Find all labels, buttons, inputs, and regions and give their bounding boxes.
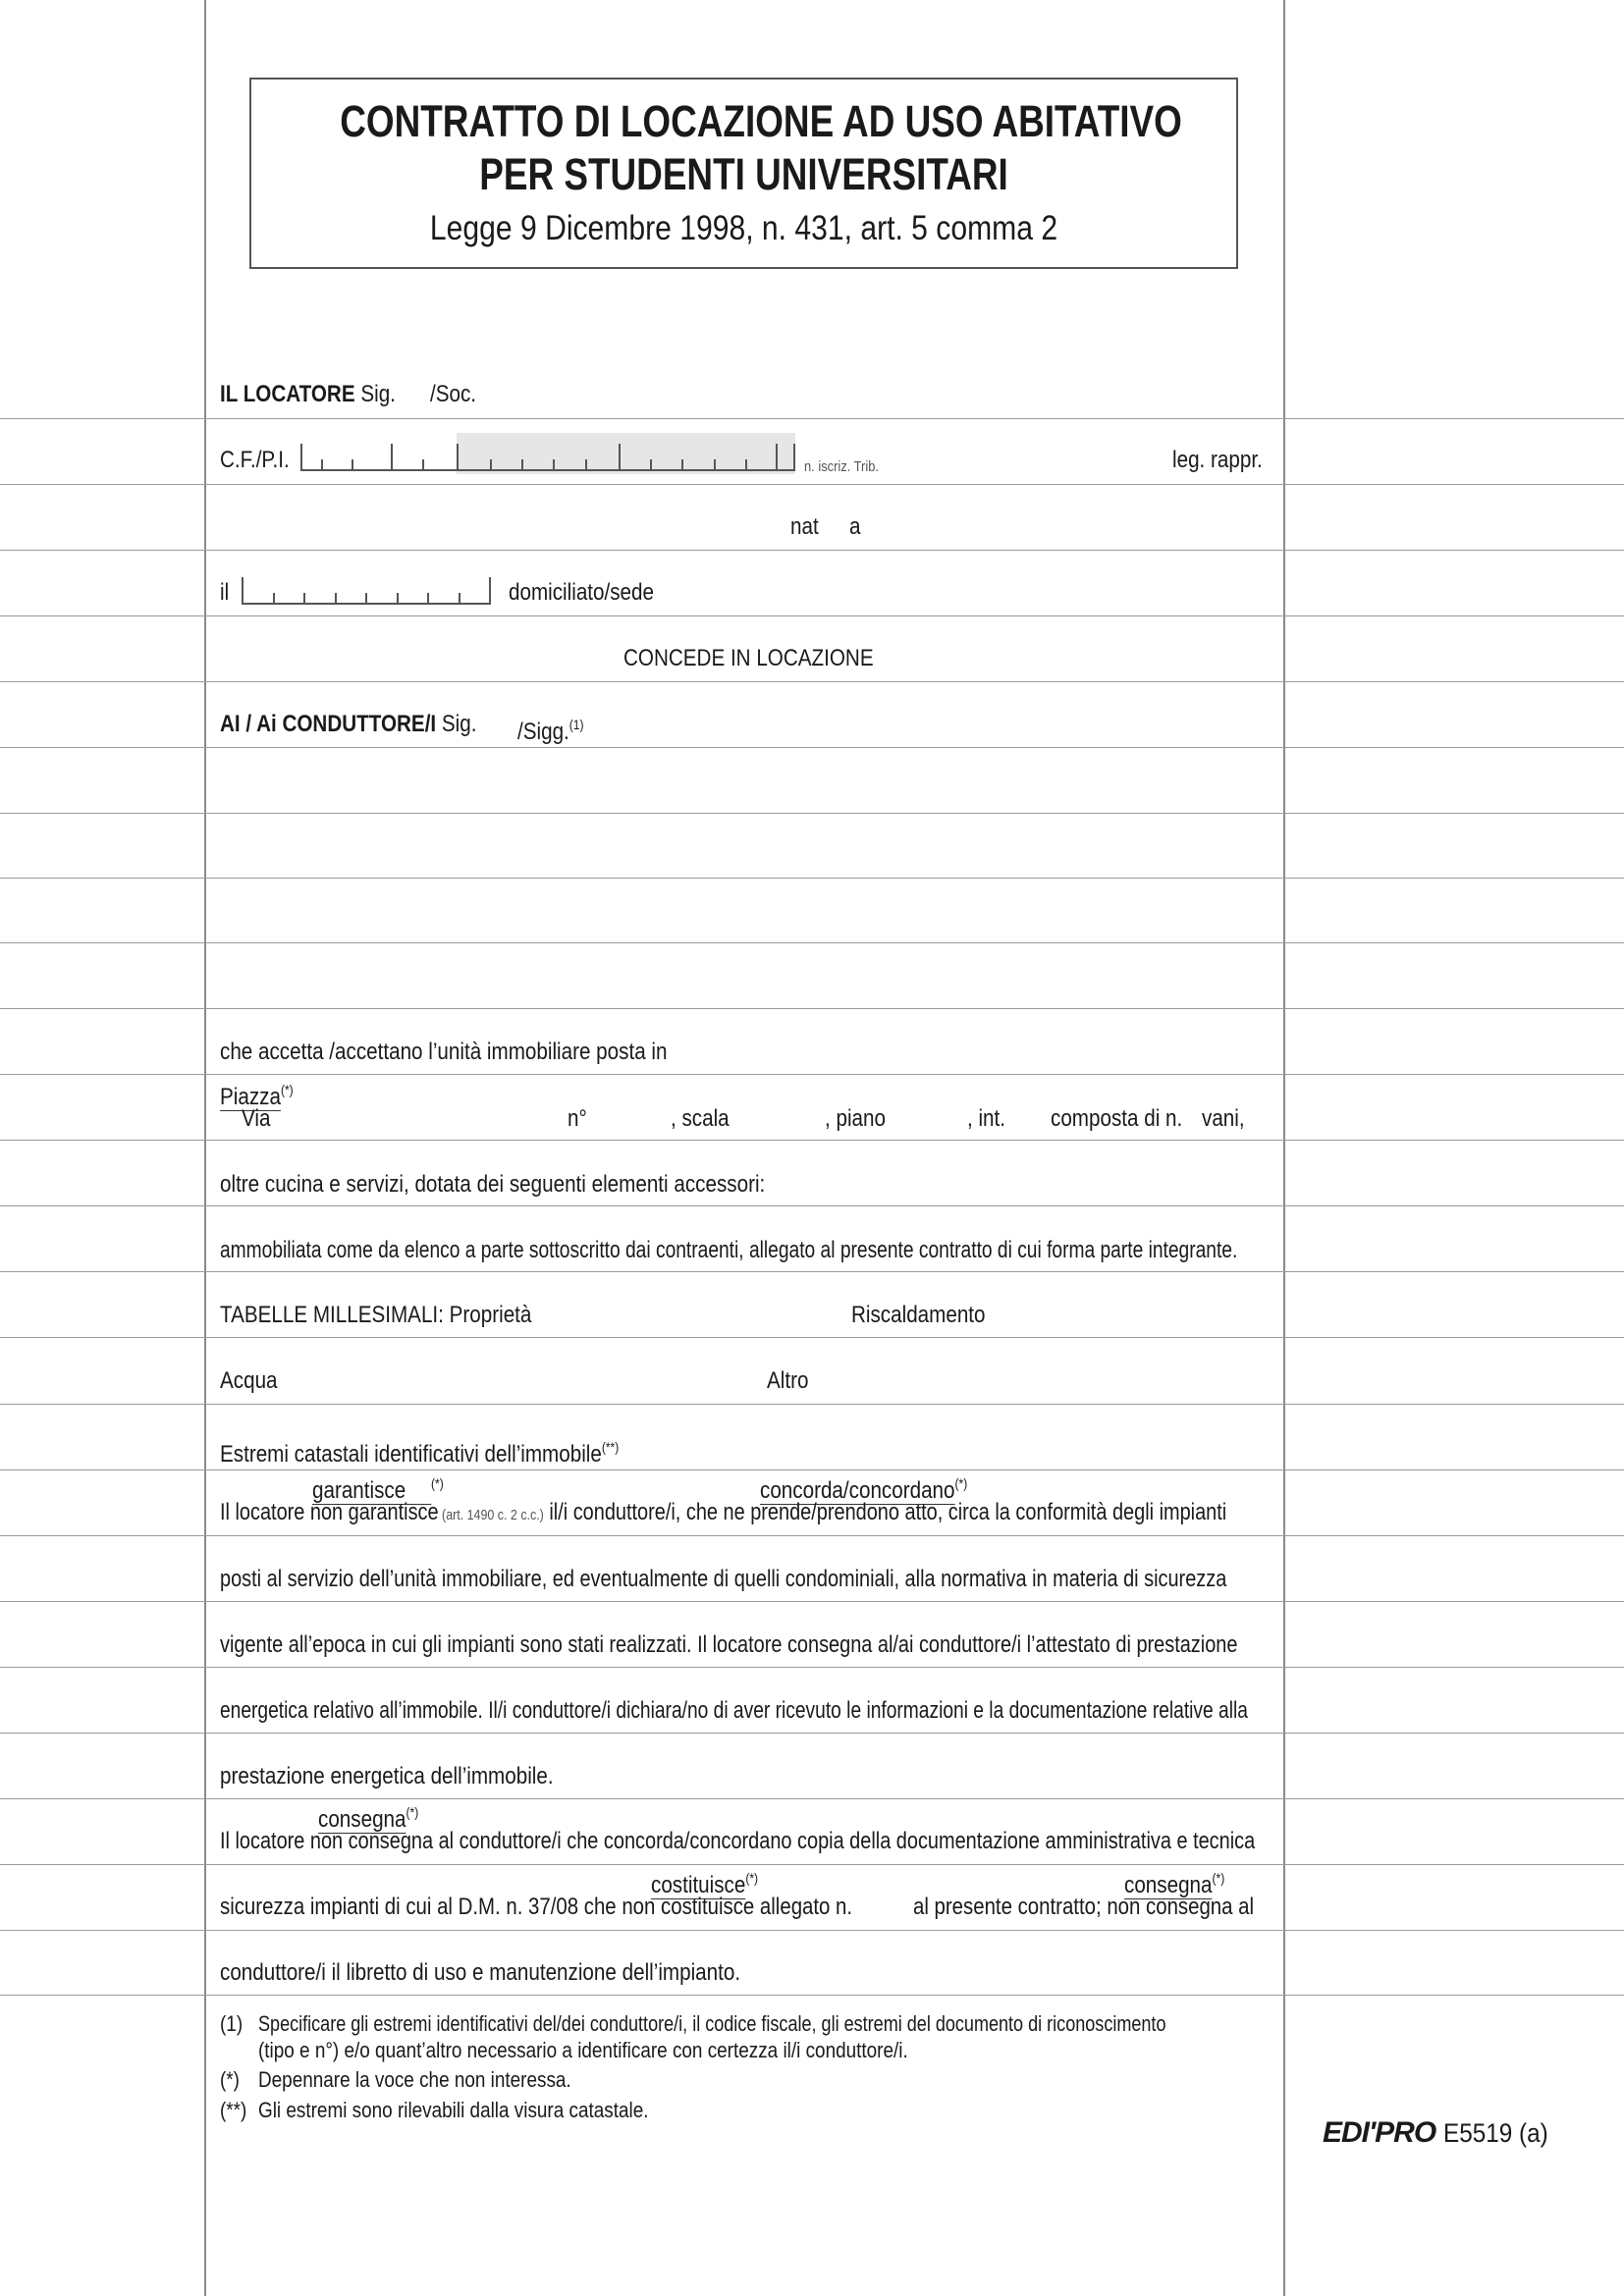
costituisce-option: costituisce(*)	[651, 1870, 759, 1898]
form-code: E5519 (a)	[1443, 2118, 1548, 2148]
footnote-3-mark: (**)	[220, 2098, 247, 2122]
footnote-1-mark: (1)	[220, 2011, 244, 2036]
via-label: Via	[242, 1105, 271, 1132]
vani-label: vani,	[1202, 1105, 1245, 1132]
left-margin-rule	[204, 0, 206, 2296]
impianti-line-4: energetica relativo all’immobile. Il/i conduttore/i dichiara/no di aver ricevuto le informazioni e la documentazione relative alla	[220, 1697, 1248, 1724]
domiciliato-label: domiciliato/sede	[509, 579, 655, 606]
numero-label: n°	[568, 1105, 587, 1132]
date-input-boxes[interactable]	[242, 577, 491, 605]
scala-label: , scala	[671, 1105, 730, 1132]
impianti-line-3: vigente all’epoca in cui gli impianti sono stati realizzati. Il locatore consegna al/ai conduttore/i l’attestato di prestazione	[220, 1631, 1238, 1658]
title-law-reference: Legge 9 Dicembre 1998, n. 431, art. 5 comma 2	[429, 209, 1058, 247]
impianti-line-1: Il locatore non garantisce (art. 1490 c. 2 c.c.) il/i conduttore/i, che ne prende/prendono atto, circa la conformità degli impianti	[220, 1499, 1227, 1525]
iscriz-trib-label: n. iscriz. Trib.	[804, 458, 879, 475]
piazza-option: Piazza(*)	[220, 1082, 294, 1110]
sigg-label: /Sigg.$^{(1)}$	[517, 717, 584, 745]
concede-label: CONCEDE IN LOCAZIONE	[623, 645, 874, 671]
footnote-2-mark: (*)	[220, 2067, 240, 2092]
tabelle-label: TABELLE MILLESIMALI: Proprietà	[220, 1302, 532, 1328]
consegna-option: consegna(*)	[318, 1804, 419, 1833]
footnote-1-line-1: Specificare gli estremi identificativi del/dei conduttore/i, il codice fiscale, gli estremi del documento di riconoscimento	[258, 2011, 1166, 2036]
locatore-label: IL LOCATORE Sig.	[220, 381, 396, 407]
accetta-text: che accetta /accettano l’unità immobiliare posta in	[220, 1039, 668, 1065]
int-label: , int.	[967, 1105, 1006, 1132]
impianti-line-2: posti al servizio dell’unità immobiliare, ed eventualmente di quelli condominiali, alla normativa in materia di sicurezza	[220, 1566, 1227, 1592]
cf-input-boxes[interactable]	[300, 444, 795, 471]
nat-label: nat	[790, 513, 819, 540]
garantisce-option: garantisce (*)	[312, 1475, 444, 1504]
oltre-text: oltre cucina e servizi, dotata dei seguenti elementi accessori:	[220, 1171, 766, 1198]
impianti-line-5: prestazione energetica dell’immobile.	[220, 1763, 554, 1789]
consegna-line-3: conduttore/i il libretto di uso e manutenzione dell’impianto.	[220, 1959, 741, 1986]
consegna-line-2-end: al presente contratto; non consegna al	[913, 1894, 1255, 1920]
footnote-2-text: Depennare la voce che non interessa.	[258, 2067, 571, 2092]
right-margin-rule	[1283, 0, 1285, 2296]
piano-label: , piano	[825, 1105, 886, 1132]
a-label: a	[849, 513, 861, 540]
consegna-line-2: sicurezza impianti di cui al D.M. n. 37/08 che non costituisce allegato n.	[220, 1894, 853, 1920]
il-label: il	[220, 579, 230, 606]
footnote-1-line-2: (tipo e n°) e/o quant’altro necessario a identificare con certezza il/i conduttore/i.	[258, 2038, 908, 2062]
consegna-line-1: Il locatore non consegna al conduttore/i che concorda/concordano copia della documentazione amministrativa e tecnica	[220, 1828, 1256, 1854]
concorda-option: concorda/concordano(*)	[760, 1475, 968, 1504]
edipro-logo: EDI'PRO	[1323, 2116, 1436, 2149]
riscaldamento-label: Riscaldamento	[851, 1302, 986, 1328]
acqua-label: Acqua	[220, 1367, 278, 1394]
conduttore-label: AI / Ai CONDUTTORE/I Sig.	[220, 711, 477, 737]
title-line-1: CONTRATTO DI LOCAZIONE AD USO ABITATIVO	[340, 96, 1182, 146]
leg-rappr-label: leg. rappr.	[1172, 447, 1263, 473]
altro-label: Altro	[767, 1367, 809, 1394]
soc-label: /Soc.	[430, 381, 477, 407]
cf-label: C.F./P.I.	[220, 447, 290, 473]
title-box	[249, 78, 1238, 269]
ammobiliata-text: ammobiliata come da elenco a parte sottoscritto dai contraenti, allegato al presente contratto di cui forma parte integrante.	[220, 1237, 1238, 1263]
title-line-2: PER STUDENTI UNIVERSITARI	[479, 149, 1008, 199]
footnote-3-text: Gli estremi sono rilevabili dalla visura catastale.	[258, 2098, 649, 2122]
composta-label: composta di n.	[1051, 1105, 1183, 1132]
consegna2-option: consegna(*)	[1124, 1870, 1225, 1898]
estremi-label: Estremi catastali identificativi dell’immobile(**)	[220, 1439, 620, 1468]
